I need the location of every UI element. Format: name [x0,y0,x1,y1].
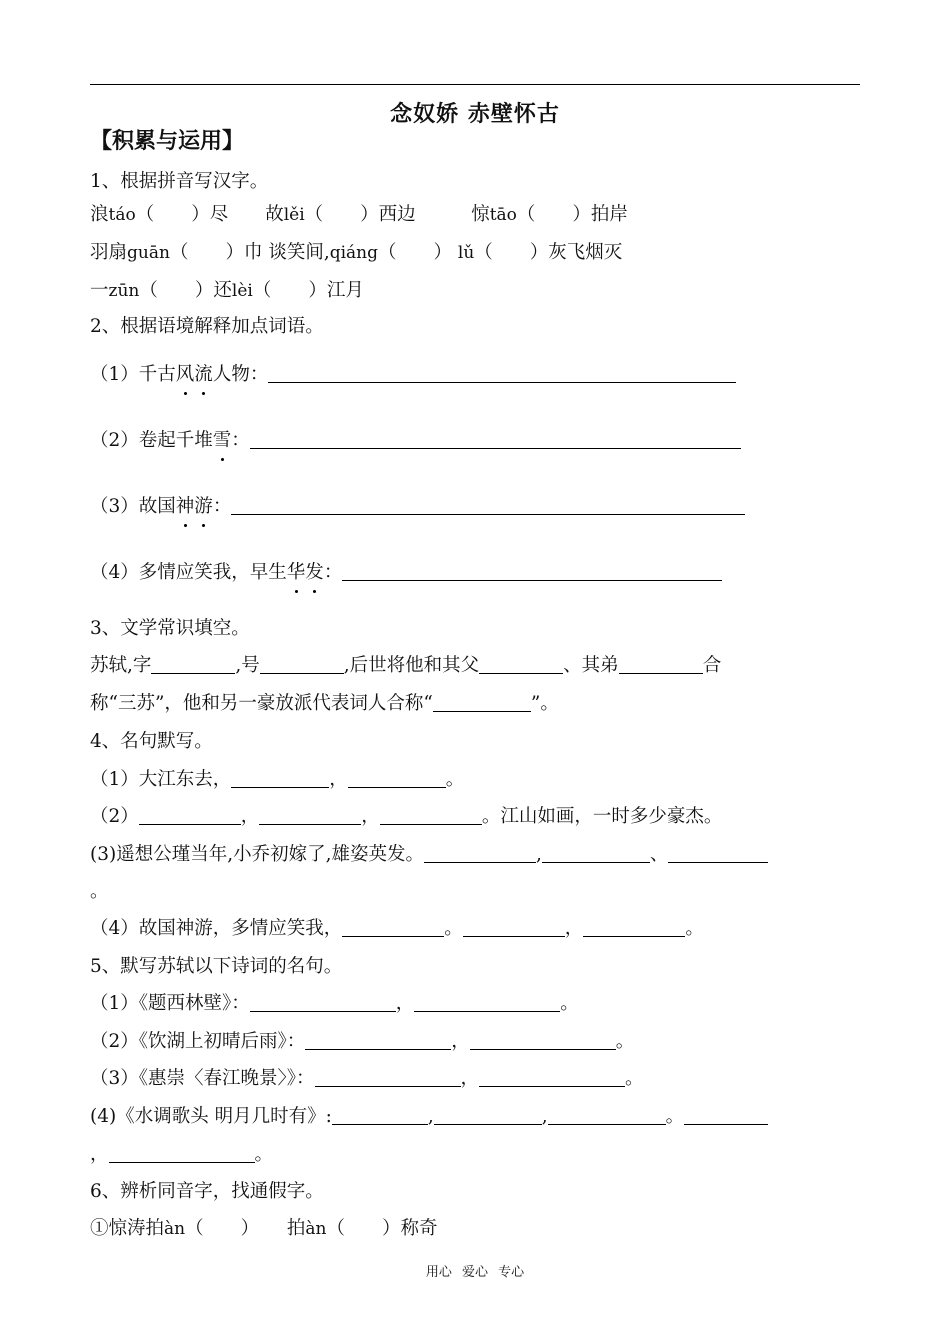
text: , [427,1106,434,1127]
q5-item-2 [90,1030,634,1054]
text: , [535,844,542,865]
pinyin: àn [305,1219,327,1239]
text: 。 [254,1144,274,1165]
text: （2）卷起千堆 [90,430,213,451]
text: , [541,1106,548,1127]
q1-row-2 [90,241,622,265]
pinyin: táo [108,205,136,225]
text: ： [212,496,232,517]
text: （ ） [378,242,458,263]
text: 一 [90,280,109,301]
answer-blank[interactable] [259,806,361,825]
q4-item-3-end: 。 [90,881,109,902]
answer-blank[interactable] [542,844,650,863]
page-footer: 用心 爱心 专心 [425,1265,525,1280]
pinyin: guān [127,243,170,263]
text: ， [90,1144,109,1165]
text: ， [395,993,415,1014]
q2-item-3 [90,495,745,519]
text: （4）多情应笑我，早生 [90,562,287,583]
q4-item-1 [90,768,464,792]
answer-blank[interactable] [305,1031,451,1050]
answer-blank[interactable] [268,364,736,383]
q2-item-4 [90,561,722,585]
answer-blank[interactable] [139,806,241,825]
text: ,后世将他和其父 [343,655,480,676]
text: ， [329,769,348,790]
q2-item-2 [90,429,741,453]
text: （ ） 拍 [185,1218,306,1239]
text: （ ）西边 惊 [304,204,490,225]
q4-item-4 [90,917,704,941]
q1-row-3 [90,279,364,303]
answer-blank[interactable] [250,430,741,449]
text: ， [564,918,584,939]
text: 。 [444,918,463,939]
text: 。 [685,918,704,939]
text: ， [361,806,380,827]
answer-blank[interactable] [619,655,703,674]
answer-blank[interactable] [231,769,329,788]
text: (3)遥想公瑾当年,小乔初嫁了,雄姿英发。 [90,844,424,865]
text: （3）故国 [90,496,176,517]
dotted-char: 流 [194,364,213,385]
q5-item-4 [90,1105,768,1129]
text: 、其弟 [563,655,619,676]
text: ： [323,562,343,583]
q3-line-1 [90,654,721,678]
text: （ ）称奇 [326,1218,438,1239]
answer-blank[interactable] [250,993,396,1012]
text: 、 [649,844,669,865]
text: ， [240,806,260,827]
q5-item-3 [90,1067,644,1091]
text: ,号 [235,655,260,676]
answer-blank[interactable] [479,1068,625,1087]
text: 。 [445,769,465,790]
text: 。 [560,993,579,1014]
q3-heading: 3、文学常识填空。 [90,618,250,639]
text: （ ）还 [139,280,232,301]
q1-row-1 [90,203,628,227]
q4-item-3 [90,843,768,867]
q1-heading: 1、根据拼音写汉字。 [90,171,269,192]
answer-blank[interactable] [684,1106,768,1125]
answer-blank[interactable] [348,769,446,788]
answer-blank[interactable] [470,1031,616,1050]
text: ①惊涛拍 [90,1218,165,1239]
pinyin: tāo [489,205,517,225]
answer-blank[interactable] [424,844,536,863]
text: 。江山如画，一时多少豪杰。 [481,806,723,827]
q4-item-2 [90,805,722,829]
answer-blank[interactable] [414,993,560,1012]
answer-blank[interactable] [342,918,444,937]
pinyin: àn [164,1219,186,1239]
text: ： [231,430,250,451]
text: ”。 [530,693,559,714]
q2-heading: 2、根据语境解释加点词语。 [90,316,324,337]
answer-blank[interactable] [109,1144,255,1163]
dotted-char: 游 [194,496,213,517]
text: 。 [625,1068,644,1089]
text: 羽扇 [90,242,128,263]
text: （2）《饮湖上初晴后雨》： [90,1031,306,1052]
answer-blank[interactable] [315,1068,461,1087]
answer-blank[interactable] [463,918,565,937]
section-heading: 【积累与运用】 [90,129,245,154]
q4-heading: 4、名句默写。 [90,731,213,752]
text: 称“三苏”，他和另一豪放派代表词人合称“ [90,693,433,714]
text: (4)《水调歌头 明月几时有》: [90,1106,332,1127]
answer-blank[interactable] [332,1106,428,1125]
q2-item-1 [90,363,736,387]
text: （ ）尽 故 [135,204,284,225]
q6-heading: 6、辨析同音字，找通假字。 [90,1181,324,1202]
text: （1）千古 [90,364,176,385]
text: 人物： [212,364,269,385]
text: 苏轼,字 [90,655,152,676]
pinyin: lěi [283,205,305,225]
answer-blank[interactable] [151,655,235,674]
text: 合 [702,655,722,676]
answer-blank[interactable] [260,655,344,674]
answer-blank[interactable] [231,496,745,515]
dotted-char: 雪 [212,430,232,451]
text: （1）《题西林壁》： [90,993,250,1014]
q3-line-2 [90,692,559,716]
text: （ ）拍岸 [516,204,628,225]
text: （ ）江月 [252,280,364,301]
answer-blank[interactable] [342,562,722,581]
answer-blank[interactable] [433,693,531,712]
answer-blank[interactable] [479,655,563,674]
text: （2） [90,806,139,827]
text: ， [460,1068,480,1089]
answer-blank[interactable] [668,844,768,863]
dotted-char: 神 [175,496,195,517]
text: （1）大江东去， [90,769,232,790]
dotted-char: 华 [286,562,306,583]
pinyin: lǔ [457,243,475,263]
text: ， [451,1031,470,1052]
dotted-char: 发 [305,562,324,583]
q6-item-1 [90,1217,437,1241]
pinyin: lèi [231,281,253,301]
q5-heading: 5、默写苏轼以下诗词的名句。 [90,956,343,977]
text: （4）故国神游，多情应笑我， [90,918,343,939]
pinyin: zūn [108,281,140,301]
q5-item-4-cont [90,1143,273,1167]
text: （ ）巾 谈笑间, [169,242,330,263]
dotted-char: 风 [175,364,195,385]
text: 。 [615,1031,635,1052]
top-rule [90,84,860,85]
text: （ ）灰飞烟灭 [474,242,623,263]
answer-blank[interactable] [434,1106,542,1125]
q5-item-1 [90,992,579,1016]
pinyin: qiáng [329,243,378,263]
answer-blank[interactable] [583,918,685,937]
text: 。 [665,1106,685,1127]
text: （3）《惠崇〈春江晚景〉》： [90,1068,315,1089]
text: 浪 [90,204,109,225]
page-title: 念奴娇 赤壁怀古 [390,102,560,127]
answer-blank[interactable] [380,806,482,825]
answer-blank[interactable] [548,1106,666,1125]
